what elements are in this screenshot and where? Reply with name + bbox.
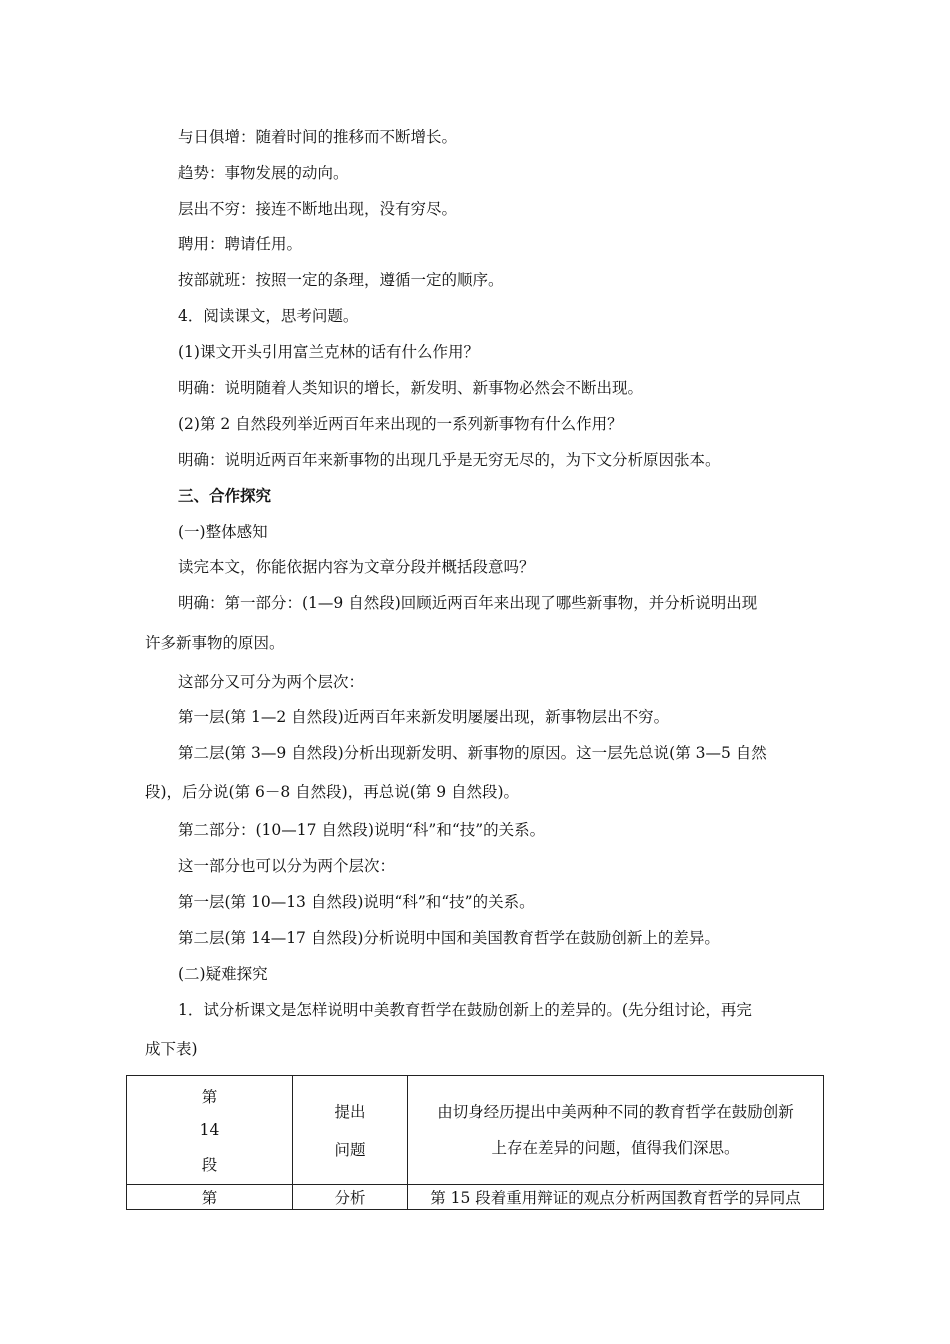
text-line: (2)第 2 自然段列举近两百年来出现的一系列新事物有什么作用？ [178, 415, 623, 433]
cell-text: 由切身经历提出中美两种不同的教育哲学在鼓励创新 [437, 1103, 794, 1121]
text-line: 第二部分：(10—17 自然段)说明“科”和“技”的关系。 [178, 821, 546, 839]
text-line: 读完本文，你能依据内容为文章分段并概括段意吗？ [178, 558, 535, 576]
cell-text: 上存在差异的问题，值得我们深思。 [491, 1139, 740, 1157]
text-line: 4．阅读课文，思考问题。 [178, 307, 359, 325]
cell-text: 提出 [334, 1103, 366, 1121]
text-line: 明确：说明近两百年来新事物的出现几乎是无穷无尽的，为下文分析原因张本。 [178, 451, 721, 469]
text-line: (二)疑难探究 [178, 965, 268, 983]
table-cell [127, 1185, 293, 1210]
text-line: 段)，后分说(第 6－8 自然段)，再总说(第 9 自然段)。 [145, 783, 520, 801]
text-line: (1)课文开头引用富兰克林的话有什么作用？ [178, 343, 479, 361]
text-line: 按部就班：按照一定的条理，遵循一定的顺序。 [178, 271, 504, 289]
text-line: 第一层(第 10—13 自然段)说明“科”和“技”的关系。 [178, 893, 535, 911]
text-line: 第二层(第 14—17 自然段)分析说明中国和美国教育哲学在鼓励创新上的差异。 [178, 929, 720, 947]
cell-text: 问题 [334, 1141, 366, 1159]
table-row [127, 1185, 824, 1210]
text-line: 聘用：聘请任用。 [178, 235, 303, 253]
text-line: 这部分又可分为两个层次： [178, 673, 365, 691]
table-row [127, 1076, 824, 1185]
cell-text: 分析 [334, 1189, 366, 1207]
text-line: 成下表) [145, 1040, 198, 1058]
text-line: 明确：说明随着人类知识的增长，新发明、新事物必然会不断出现。 [178, 379, 644, 397]
text-line: 趋势：事物发展的动向。 [178, 164, 349, 182]
table-cell [408, 1185, 824, 1210]
text-line: 第二层(第 3—9 自然段)分析出现新发明、新事物的原因。这一层先总说(第 3—5 自然 [178, 744, 767, 762]
text-line: 这一部分也可以分为两个层次： [178, 857, 396, 875]
table-cell [293, 1076, 408, 1185]
section-heading: 三、合作探究 [178, 486, 272, 505]
table-cell [127, 1076, 293, 1185]
table-cell [293, 1185, 408, 1210]
text-line: 与日俱增：随着时间的推移而不断增长。 [178, 128, 458, 146]
cell-text: 第 [201, 1088, 218, 1106]
text-line: 第一层(第 1—2 自然段)近两百年来新发明屡屡出现，新事物层出不穷。 [178, 708, 670, 726]
text-line: 1．试分析课文是怎样说明中美教育哲学在鼓励创新上的差异的。(先分组讨论，再完 [178, 1001, 752, 1019]
analysis-table [126, 1075, 824, 1210]
text-line: 许多新事物的原因。 [145, 634, 285, 652]
cell-text: 段 [201, 1156, 218, 1174]
text-line: 明确：第一部分：(1—9 自然段)回顾近两百年来出现了哪些新事物，并分析说明出现 [178, 594, 758, 612]
cell-text: 第 15 段着重用辩证的观点分析两国教育哲学的异同点 [430, 1189, 801, 1207]
table-cell [408, 1076, 824, 1185]
text-line: (一)整体感知 [178, 523, 268, 541]
cell-text: 14 [199, 1121, 220, 1139]
text-line: 层出不穷：接连不断地出现，没有穷尽。 [178, 200, 458, 218]
cell-text: 第 [201, 1189, 218, 1207]
